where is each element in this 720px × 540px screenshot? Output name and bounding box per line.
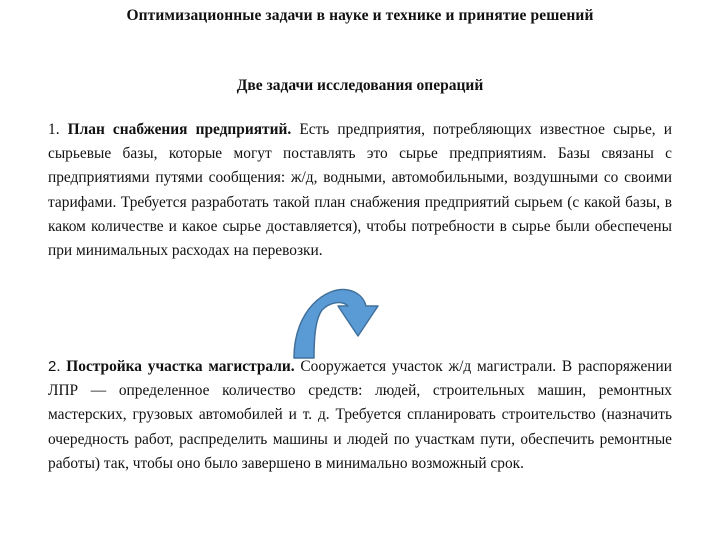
problem-2-text: Сооружается участок ж/д магистрали. В распоряжении ЛПР — определенное количество средств: людей, строительных машин, ремонтных мастерских, грузовых автомобилей и т. д. Требуется спланировать строительство (назначить очередность работ, распределить машины и людей по участкам пути, обеспечить ремонтные работы) так, чтобы оно было завершено в минимально возможный срок. bbox=[48, 358, 672, 472]
problem-1-title: План снабжения предприятий. bbox=[67, 121, 292, 138]
problem-1-paragraph bbox=[48, 118, 672, 263]
problem-2-number: 2. bbox=[48, 358, 61, 375]
curved-arrow-shape bbox=[294, 290, 378, 358]
page-header-title: Оптимизационные задачи в науке и технике и принятие решений bbox=[126, 7, 594, 24]
problem-2-paragraph bbox=[48, 355, 672, 476]
problem-1-text: Есть предприятия, потребляющих известное сырье, и сырьевые базы, которые могут поставлять это сырье предприятиям. Базы связаны с предприятиями путями сообщения: ж/д, водными, автомобильными, воздушными со своими тарифами. Требуется разработать такой план снабжения предприятий сырьем (с какой базы, в каком количестве и какое сырье доставляется), чтобы потребности в сырье были обеспечены при минимальных расходах на перевозки. bbox=[48, 121, 672, 260]
problem-1-number: 1. bbox=[48, 121, 60, 138]
problem-2-title: Постройка участка магистрали. bbox=[66, 358, 295, 375]
section-subtitle: Две задачи исследования операций bbox=[236, 77, 484, 94]
curved-arrow-icon bbox=[286, 280, 382, 360]
